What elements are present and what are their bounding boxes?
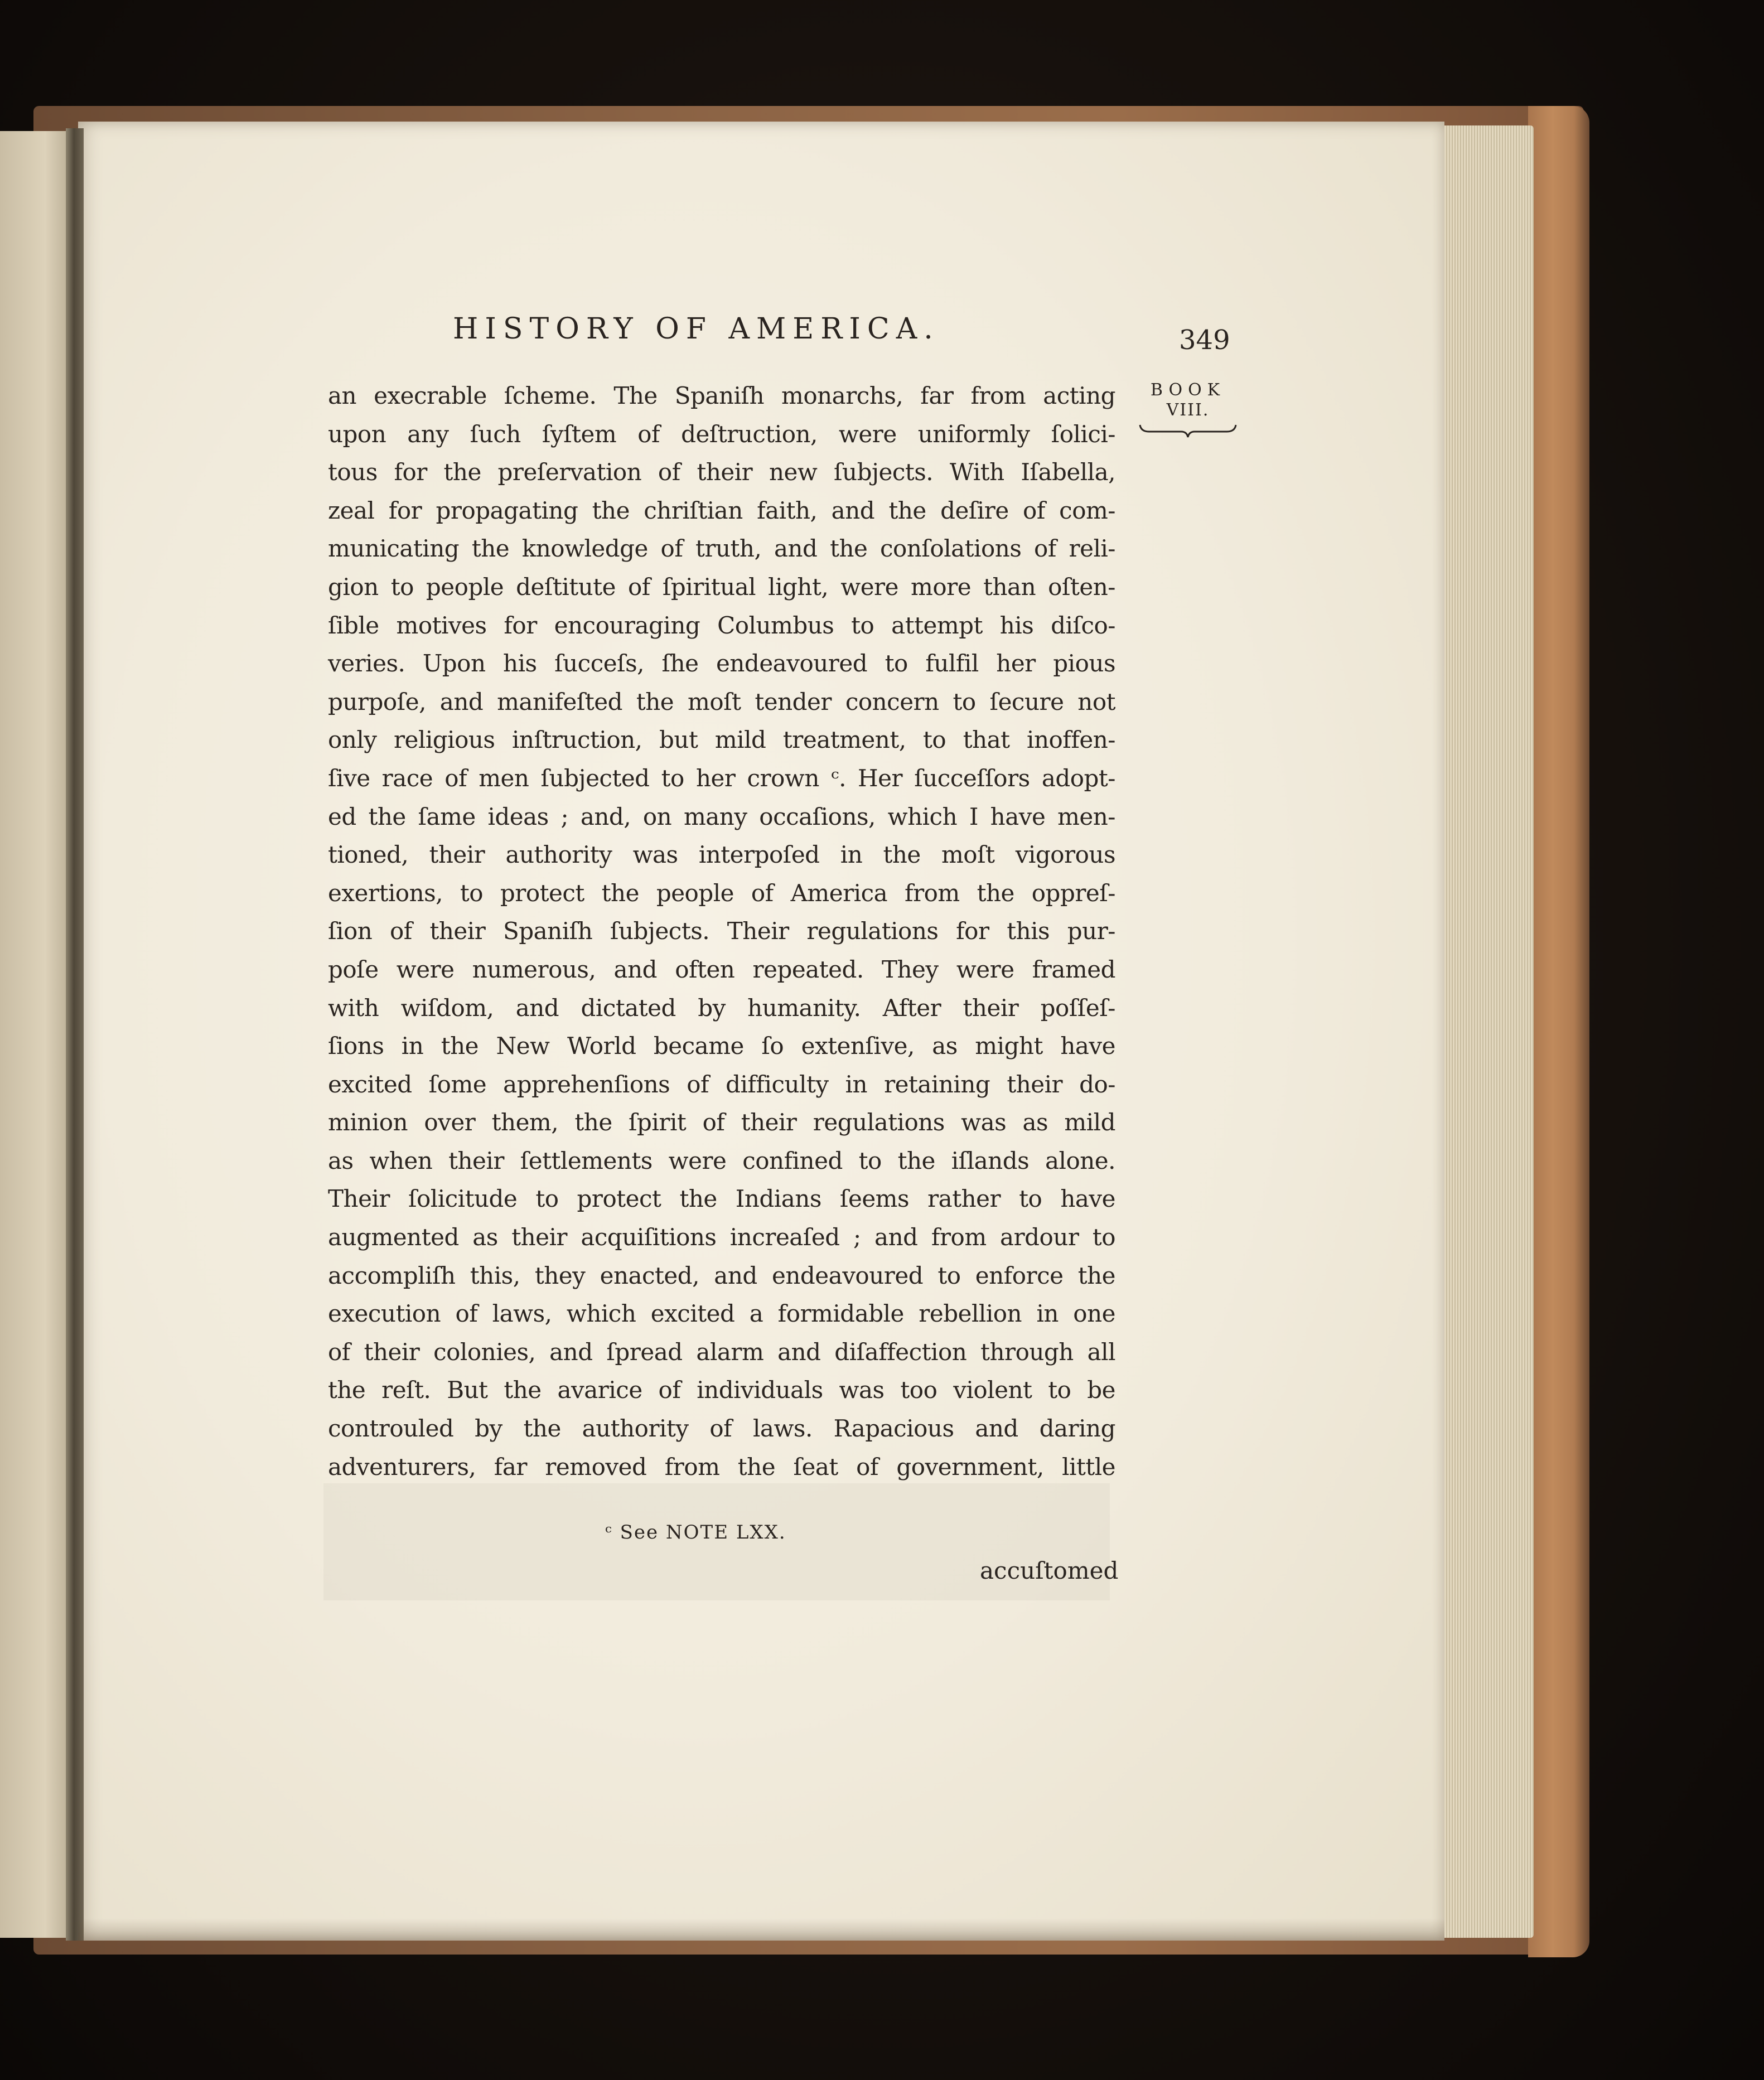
text-line: accompliſh this, they enacted, and endeavoured to enforce the xyxy=(328,1261,1115,1289)
text-line: augmented as their acquiſitions increaſed ; and from ardour to xyxy=(328,1223,1115,1251)
text-line: ed the ſame ideas ; and, on many occaſions, which I have men- xyxy=(328,802,1115,830)
text-line: veries. Upon his ſucceſs, ſhe endeavoured to fulfil her pious xyxy=(328,650,1115,678)
text-line: tioned, their authority was interpoſed in the moſt vigorous xyxy=(328,841,1115,869)
text-line: minion over them, the ſpirit of their regulations was as mild xyxy=(328,1109,1115,1136)
brace-icon xyxy=(1138,423,1238,439)
text-line: adventurers, far removed from the ſeat of government, little xyxy=(328,1453,1115,1481)
text-line: upon any ſuch ſyſtem of deſtruction, were uniformly ſolici- xyxy=(328,420,1115,448)
text-line: zeal for propagating the chriſtian faith, and the deſire of com- xyxy=(328,496,1115,524)
text-line: municating the knowledge of truth, and the conſolations of reli- xyxy=(328,535,1115,563)
marginal-book-label: BOOK xyxy=(1150,380,1226,400)
text-line: ſions in the New World became ſo extenſive, as might have xyxy=(328,1032,1115,1060)
book-cover-edge xyxy=(1528,106,1589,1957)
text-line: ſion of their Spaniſh ſubjects. Their regulations for this pur- xyxy=(328,917,1115,945)
page-edges xyxy=(1439,125,1534,1938)
text-line: of their colonies, and ſpread alarm and diſaffection through all xyxy=(328,1338,1115,1366)
marginal-book-number: VIII. xyxy=(1166,400,1210,420)
body-text xyxy=(328,377,1115,1486)
left-page xyxy=(0,131,75,1938)
text-line: excited ſome apprehenſions of difficulty in retaining their do- xyxy=(328,1070,1115,1098)
page-number: 349 xyxy=(1179,325,1230,356)
catchword: accuſtomed xyxy=(980,1557,1119,1584)
page-shadow xyxy=(78,1918,1444,1941)
text-line: ſible motives for encouraging Columbus to attempt his diſco- xyxy=(328,611,1115,639)
text-line: as when their ſettlements were confined to the iſlands alone. xyxy=(328,1147,1115,1174)
text-line: gion to people deſtitute of ſpiritual light, were more than oſten- xyxy=(328,573,1115,601)
text-line: Their ſolicitude to protect the Indians ſeems rather to have xyxy=(328,1185,1115,1213)
text-line: poſe were numerous, and often repeated. They were framed xyxy=(328,955,1115,983)
text-line: exertions, to protect the people of America from the oppreſ- xyxy=(328,879,1115,907)
text-line: the reſt. But the avarice of individuals was too violent to be xyxy=(328,1376,1115,1404)
text-line: controuled by the authority of laws. Rapacious and daring xyxy=(328,1415,1115,1443)
text-line: purpoſe, and manifeſted the moſt tender concern to ſecure not xyxy=(328,688,1115,715)
text-line: with wiſdom, and dictated by humanity. After their poſſeſ- xyxy=(328,994,1115,1022)
text-line: ſive race of men ſubjected to her crown ᶜ. Her ſucceſſors adopt- xyxy=(328,764,1115,792)
footnote: ᶜ See NOTE LXX. xyxy=(605,1521,786,1544)
text-line: only religious inſtruction, but mild treatment, to that inoffen- xyxy=(328,726,1115,754)
text-line: an execrable ſcheme. The Spaniſh monarchs, far from acting xyxy=(328,382,1115,409)
text-line: execution of laws, which excited a formidable rebellion in one xyxy=(328,1300,1115,1328)
running-head: HISTORY OF AMERICA. xyxy=(453,312,940,346)
book-gutter xyxy=(66,128,84,1941)
text-line: tous for the preſervation of their new ſubjects. With Iſabella, xyxy=(328,458,1115,486)
marginal-note xyxy=(1138,380,1238,439)
